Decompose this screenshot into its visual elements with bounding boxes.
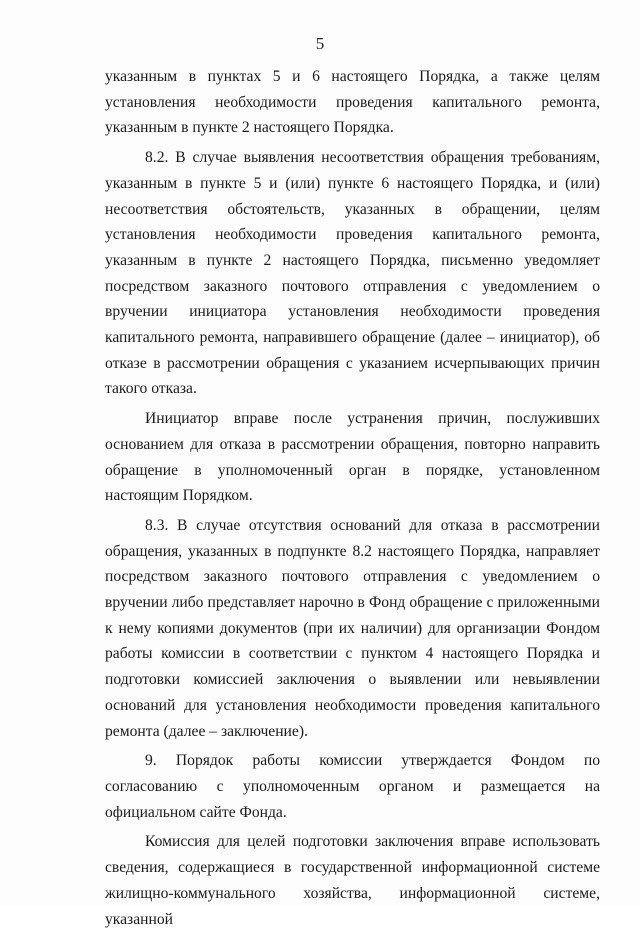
paragraph-8-3: 8.3. В случае отсутствия оснований для отказа в рассмотрении обращения, указанных в подпункте 8.2 настоящего Порядка, направляет посредством заказного почтового отправления с уведомлением о вручении либо представляет нарочно в Фонд обращение с приложенными к нему копиями документов (при их наличии) для организации Фондом работы комиссии в соответствии с пунктом 4 настоящего Порядка и подготовки комиссией заключения о выявлении или невыявлении оснований для установления необходимости проведения капитального ремонта (далее – заключение). — [105, 516, 600, 740]
paragraph-commission: Комиссия для целей подготовки заключения вправе использовать сведения, содержащиеся в государственной информационной системе жилищно-коммунального хозяйства, информационной системе, указанной — [105, 833, 600, 928]
paragraph-initiator: Инициатор вправе после устранения причин, послуживших основанием для отказа в рассмотрении обращения, повторно направить обращение в уполномоченный орган в порядке, установленном настоящим Порядком. — [105, 410, 600, 505]
paragraph-9: 9. Порядок работы комиссии утверждается Фондом по согласованию с уполномоченным органом и размещается на официальном сайте Фонда. — [105, 752, 600, 821]
paragraph-continuation: указанным в пунктах 5 и 6 настоящего Порядка, а также целям установления необходимости проведения капитального ремонта, указанным в пункте 2 настоящего Порядка. — [105, 68, 600, 137]
paragraph-8-2: 8.2. В случае выявления несоответствия обращения требованиям, указанным в пункте 5 и (или) пункте 6 настоящего Порядка, и (или) несоответствия обстоятельств, указанных в обращении, целям установления необходимости проведения капитального ремонта, указанным в пункте 2 настоящего Порядка, письменно уведомляет посредством заказного почтового отправления с уведомлением о вручении инициатора установления необходимости проведения капитального ремонта, направившего обращение (далее – инициатор), об отказе в рассмотрении обращения с указанием исчерпывающих причин такого отказа. — [105, 149, 600, 398]
page-number: 5 — [315, 34, 325, 53]
document-body — [105, 64, 600, 936]
